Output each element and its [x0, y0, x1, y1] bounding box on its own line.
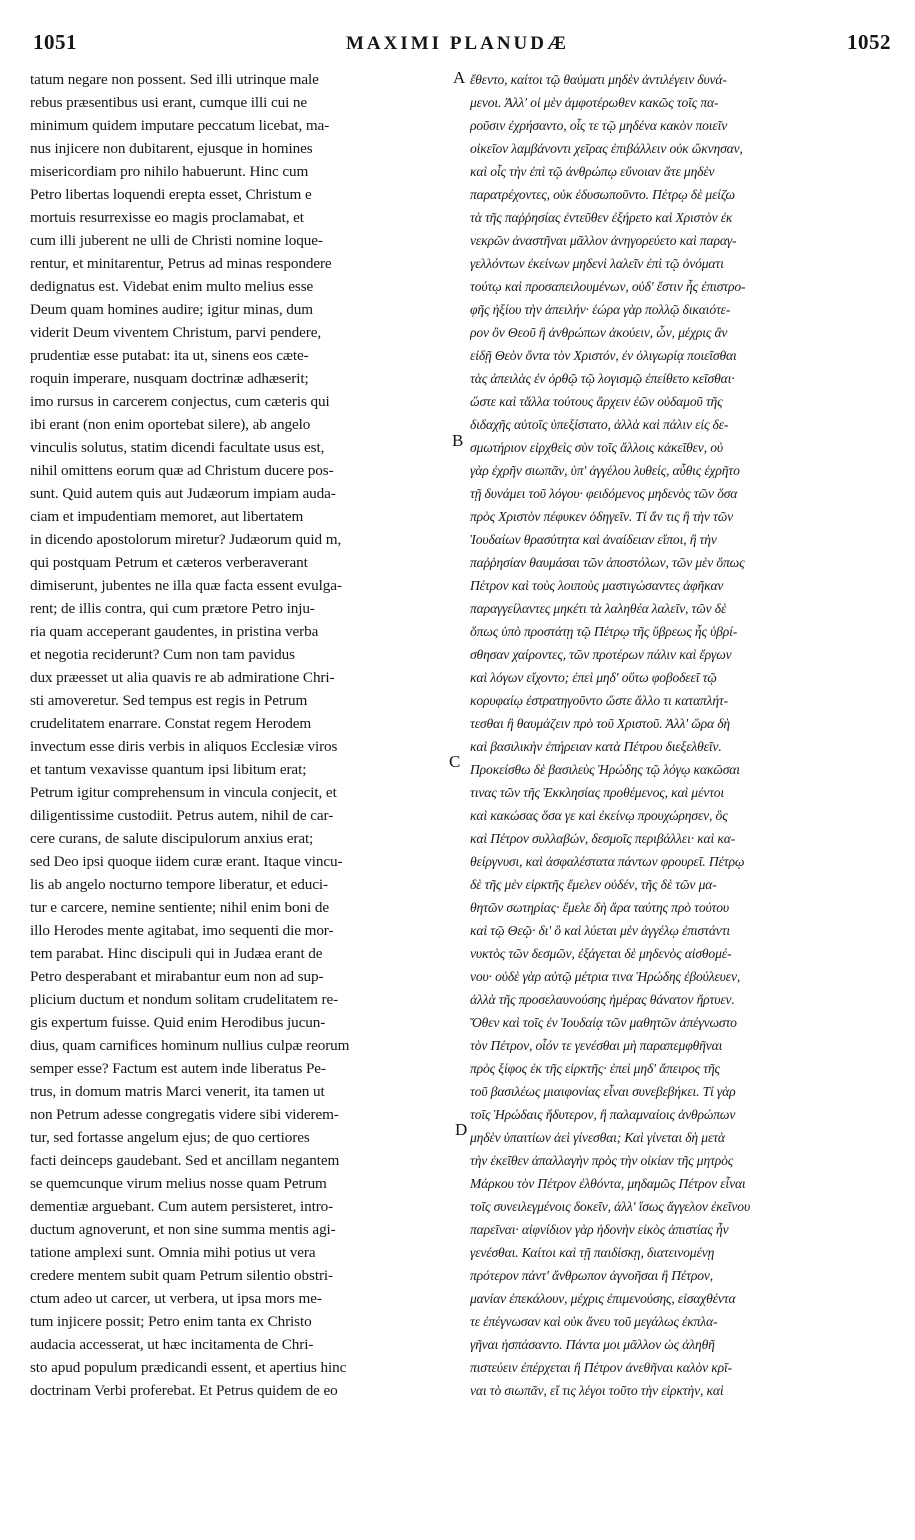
text-line: viderit Deum viventem Christum, parvi pendere, [30, 324, 322, 341]
text-line: τὴν ἐκεῖθεν ἀπαλλαγὴν πρὸς τὴν οἰκίαν τῆς μητρὸς [470, 1153, 734, 1168]
text-line: καὶ λόγων εἴχοντο; ἐπεὶ μηδ' οὕτω φοβοδεεῖ τῷ [470, 670, 717, 685]
text-line: rebus præsentibus usi erant, cumque illi cui ne [30, 94, 308, 111]
text-line: imo rursus in carcerem conjectus, cum cæteris qui [30, 393, 330, 410]
text-line: diligentissime custodiit. Petrus autem, nihil de car- [30, 807, 334, 824]
text-line: tatione amplexi sunt. Omnia mihi potius ut vera [30, 1244, 316, 1261]
text-line: Petro desperabant et mirabantur eum non ad sup- [30, 968, 324, 985]
text-line: dedignatus est. Videbat enim multo melius esse [30, 278, 314, 295]
text-line: cere curans, de salute discipulorum anxius erat; [30, 830, 314, 847]
latin-text-column [30, 68, 450, 1402]
text-line: dementiæ arguebant. Cum autem persisteret, intro- [30, 1198, 334, 1215]
text-line: πρὸς Χριστὸν πέφυκεν ὁδηγεῖν. Τί ἄν τις ἢ τὴν τῶν [470, 509, 734, 524]
text-line: qui postquam Petrum et cæteros verberaverant [30, 554, 308, 571]
text-line: prudentiæ esse putabat: ita ut, sinens eos cæte- [30, 347, 309, 364]
text-line: παραγγείλαντες μηκέτι τὰ λαληθέα λαλεῖν, τῶν δὲ [470, 601, 727, 616]
text-line: et tantum vexavisse quantum ipsi libitum erat; [30, 761, 307, 778]
text-line: credere mentem subit quam Petrum silentio obstri- [30, 1267, 333, 1284]
text-line: διδαχῆς αὐτοῖς ὑπεξίστατο, ἀλλὰ καὶ πάλιν εἰς δε- [470, 417, 729, 432]
margin-marker-b: B [452, 431, 464, 450]
text-line: tur, sed fortasse angelum ejus; de quo certiores [30, 1129, 310, 1146]
text-line: ria quam acceperant gaudentes, in pristina verba [30, 623, 319, 640]
text-line: τούτῳ καὶ προσαπειλουμένων, οὐδ' ἔστιν ἧς ἐπιστρο- [470, 279, 746, 294]
text-line: τοῖς συνειλεγμένοις δοκεῖν, ἀλλ' ἴσως ἄγγελον ἐκεῖνου [470, 1199, 751, 1214]
text-line: γῆναι ἠσπάσαντο. Πάντα μοι μᾶλλον ὡς ἀληθῆ [470, 1337, 715, 1352]
text-line: plicium ductum et nondum solitam crudelitatem re- [30, 991, 339, 1008]
text-line: dius, quam carnifices hominum nullius culpæ reorum [30, 1037, 350, 1054]
text-line: ὅπως ὑπὸ προστάτῃ τῷ Πέτρῳ τῆς ὕβρεως ἧς ὑβρί- [470, 624, 738, 639]
page-number-left: 1051 [33, 30, 77, 54]
text-line: φῆς ἠξίου τὴν ἀπειλήν· ἑώρα γὰρ πολλῷ δικαιότε- [470, 302, 731, 317]
text-line: ναι τὸ σιωπᾶν, εἴ τις λέγοι τοῦτο τὴν εἱρκτὴν, καὶ [470, 1383, 724, 1398]
text-line: ctum adeo ut carcer, ut verbera, ut ipsa mors me- [30, 1290, 322, 1307]
text-line: μανίαν ἐπεκάλουν, μέχρις ἐπιμενούσης, εἰσαχθέντα [470, 1291, 736, 1306]
text-line: μενοι. Ἀλλ' οἱ μὲν ἀμφοτέρωθεν κακῶς τοῖς πα- [470, 95, 719, 110]
text-line: θείργνυσι, καὶ ἀσφαλέστατα πάντων φρουρεῖ. Πέτρῳ [470, 854, 745, 869]
text-line: rent; de illis contra, qui cum prætore Petro inju- [30, 600, 315, 617]
text-line: Petrum igitur comprehensum in vincula conjecit, et [30, 784, 337, 801]
text-line: καὶ κακώσας ὅσα γε καὶ ἐκείνῳ προυχώρησεν, ὃς [470, 808, 728, 823]
text-line: doctrinam Verbi proferebat. Et Petrus quidem de eo [30, 1382, 338, 1399]
text-line: sti amoveretur. Sed tempus est regis in Petrum [30, 692, 308, 709]
text-line: nihil omittens eorum quæ ad Christum ducere pos- [30, 462, 334, 479]
text-line: ἔθεντο, καίτοι τῷ θαύματι μηδὲν ἀντιλέγειν δυνά- [470, 72, 727, 87]
text-line: invectum esse diris verbis in aliquos Ecclesiæ viros [30, 738, 338, 755]
text-line: πιστεύειν ἐπέρχεται ἢ Πέτρον ἀνεθῆναι καλὸν κρῖ- [470, 1360, 733, 1375]
text-line: πρότερον πάντ' ἄνθρωπον ἀγνοῆσαι ἢ Πέτρον, [470, 1268, 713, 1283]
text-line: παῤῥησίαν θαυμάσαι τῶν ἀποστόλων, τῶν μὲν ὅπως [470, 555, 745, 570]
text-line: τεσθαι ἢ θαυμάζειν πρὸ τοῦ Χριστοῦ. Ἀλλ' ὥρα δὴ [470, 716, 731, 731]
text-line: δὲ τῆς μὲν εἱρκτῆς ἔμελεν οὐδέν, τῆς δὲ τῶν μα- [470, 877, 717, 892]
text-line: semper esse? Factum est autem inde liberatus Pe- [30, 1060, 326, 1077]
text-line: illo Herodes mente agitabat, imo sequenti die mor- [30, 922, 334, 939]
text-line: Μάρκου τὸν Πέτρον ἐλθόντα, μηδαμῶς Πέτρον εἶναι [470, 1176, 746, 1191]
text-line: Ἰουδαίων θρασύτητα καὶ ἀναίδειαν εἴποι, ἢ τὴν [470, 532, 717, 547]
text-line: τὰ τῆς παῤῥησίας ἐντεῦθεν ἐξήρετο καὶ Χριστὸν ἐκ [470, 210, 733, 225]
text-line: sto apud populum prædicandi essent, et apertius hinc [30, 1359, 347, 1376]
text-line: tum injicere possit; Petro enim tanta ex Christo [30, 1313, 312, 1330]
text-line: τοῦ βασιλέως μιαιφονίας εἶναι συνεβεβήκει. Τί γὰρ [470, 1084, 736, 1099]
text-line: ciam et impudentiam memoret, aut libertatem [30, 508, 304, 525]
text-line: ibi erant (non enim oportebat silere), ab angelo [30, 416, 311, 433]
text-line: lis ab angelo nocturno tempore liberatur, et educi- [30, 876, 328, 893]
text-line: dux præesset ut alia quavis re ab admiratione Chri- [30, 669, 335, 686]
text-line: ροῦσιν ἐχρήσαντο, οἷς τε τῷ μηδένα κακὸν ποιεῖν [470, 118, 728, 133]
text-line: tatum negare non possent. Sed illi utrinque male [30, 71, 319, 88]
margin-marker-a: A [453, 68, 466, 87]
text-line: non Petrum adesse congregatis videre sibi viderem- [30, 1106, 339, 1123]
running-title: MAXIMI PLANUDÆ [345, 33, 569, 54]
text-line: παρεῖναι· αἰφνίδιον γὰρ ἡδονὴν εἰκὸς ἀπιστίας ἦν [470, 1222, 729, 1237]
text-line: Deum quam homines audire; igitur minas, dum [30, 301, 313, 318]
text-line: τε ἐπέγνωσαν καὶ οὐκ ἄνευ τοῦ μεγάλως ἐκπλα- [470, 1314, 718, 1329]
margin-marker-c: C [449, 752, 461, 771]
text-line: καὶ βασιλικὴν ἐπήρειαν κατὰ Πέτρου διεξελθεῖν. [470, 739, 722, 754]
text-line: τὰς ἀπειλὰς ἐν ὀρθῷ τῷ λογισμῷ ἐπείθετο κεῖσθαι· [470, 371, 735, 386]
text-line: se quemcunque virum melius nosse quam Petrum [30, 1175, 327, 1192]
text-line: ὥστε καὶ τἄλλα τούτους ἄρχειν ἐῶν οὐδαμοῦ τῆς [470, 394, 723, 409]
text-line: crudelitatem enarrare. Constat regem Herodem [30, 715, 312, 732]
text-line: Προκείσθω δὲ βασιλεὺς Ἡρώδης τῷ λόγῳ κακῶσαι [470, 762, 740, 777]
text-line: τοῖς Ἡρώδαις ἥδυτερον, ἢ παλαμναίοις ἀνθρώπων [470, 1107, 736, 1122]
text-line: roquin imperare, nusquam doctrinæ adhæserit; [30, 370, 309, 387]
text-line: misericordiam pro nihilo habuerunt. Hinc cum [30, 163, 309, 180]
text-line: Ὅθεν καὶ τοῖς ἐν Ἰουδαίᾳ τῶν μαθητῶν ἀπέγνωστο [470, 1015, 737, 1030]
greek-text-column [470, 68, 880, 1402]
text-line: minimum quidem imputare peccatum licebat, ma- [30, 117, 330, 134]
text-line: τὸν Πέτρον, οἷόν τε γενέσθαι μὴ παραπεμφθῆναι [470, 1038, 723, 1053]
text-line: εἰδῇ Θεὸν ὄντα τὸν Χριστόν, ἐν ὀλιγωρίᾳ ποιεῖσθαι [470, 348, 737, 363]
text-line: rentur, et minitarentur, Petrus ad minas respondere [30, 255, 332, 272]
text-line: νυκτὸς τῶν δεσμῶν, ἐξάγεται δὲ μηδενὸς αἰσθομέ- [470, 946, 732, 961]
text-line: vinculis solutus, statim dicendi facultate usus est, [30, 439, 325, 456]
text-line: sunt. Quid autem quis aut Judæorum impiam auda- [30, 485, 336, 502]
text-line: dimiserunt, jubentes ne illa quæ facta essent evulga- [30, 577, 342, 594]
text-line: νεκρῶν ἀναστῆναι μᾶλλον ἀνηγορεύετο καὶ παραγ- [470, 233, 737, 248]
text-line: ἀλλὰ τῆς προσελαυνούσης ἡμέρας θάνατον ἤρτυεν. [470, 992, 735, 1007]
text-line: ρον ὂν Θεοῦ ἢ ἀνθρώπων ἀκούειν, ὧν, μέχρις ἂν [470, 325, 728, 340]
text-line: Πέτρον καὶ τοὺς λοιποὺς μαστιγώσαντες ἀφῆκαν [470, 578, 724, 593]
text-line: mortuis resurrexisse eo magis proclamabat, et [30, 209, 304, 226]
text-line: μηδὲν ὑπαιτίων ἀεὶ γίνεσθαι; Καὶ γίνεται δὴ μετὰ [470, 1130, 725, 1145]
text-line: τινας τῶν τῆς Ἐκκλησίας προθέμενος, καὶ μέντοι [470, 785, 725, 800]
text-line: Petro libertas loquendi erepta esset, Christum e [30, 186, 312, 203]
text-line: καὶ οἷς τὴν ἐπὶ τῷ ἀνθρώπῳ εὔνοιαν ἅτε μηδὲν [470, 164, 715, 179]
text-line: οἰκεῖον λαμβάνοντι χεῖρας ἐπιβάλλειν οὐκ ὤκνησαν, [470, 141, 743, 156]
page-number-right: 1052 [847, 30, 891, 54]
text-line: γενέσθαι. Καίτοι καὶ τῇ παιδίσκῃ, διατεινομένῃ [470, 1245, 715, 1260]
text-line: σθησαν χαίροντες, τῶν προτέρων πάλιν καὶ ἔργων [470, 647, 732, 662]
text-line: in dicendo apostolorum miretur? Judæorum quid m, [30, 531, 342, 548]
text-line: trus, in domum matris Marci venerit, ita tamen ut [30, 1083, 325, 1100]
text-line: νου· οὐδὲ γὰρ αὐτῷ μέτρια τινα Ἡρώδης ἐβούλευεν, [470, 969, 741, 984]
text-line: καὶ Πέτρον συλλαβών, δεσμοῖς περιβάλλει· καὶ κα- [470, 831, 736, 846]
text-line: γὰρ ἐχρῆν σιωπᾶν, ὑπ' ἀγγέλου λυθείς, αὖθις ἐχρῆτο [470, 463, 740, 478]
text-line: cum illi juberent ne ulli de Christi nomine loque- [30, 232, 323, 249]
text-line: gis expertum fuisse. Quid enim Herodibus jucun- [30, 1014, 326, 1031]
text-line: ductum agnoverunt, et non sine summa mentis agi- [30, 1221, 336, 1238]
text-line: θητῶν σωτηρίας· ἔμελε δὴ ἄρα ταύτης πρὸ τούτου [470, 900, 730, 915]
text-line: καὶ τῷ Θεῷ· δι' ὃ καὶ λύεται μὲν ἀγγέλῳ ἐπιστάντι [470, 923, 731, 938]
text-line: nus injicere non dubitarent, ejusque in homines [30, 140, 313, 157]
text-line: facti deinceps gaudebant. Sed et ancillam negantem [30, 1152, 340, 1169]
margin-marker-d: D [455, 1120, 468, 1139]
text-line: tur e carcere, nemine sentiente; nihil enim boni de [30, 899, 329, 916]
text-line: et negotia reciderunt? Cum non tam pavidus [30, 646, 295, 663]
text-line: sed Deo ipsi quoque iidem curæ erant. Itaque vincu- [30, 853, 343, 870]
text-line: γελλόντων ἐκείνων μηδενὶ λαλεῖν ἐπὶ τῷ ὀνόματι [470, 256, 724, 271]
text-line: audacia accesserat, ut hæc incitamenta de Chri- [30, 1336, 314, 1353]
text-line: παρατρέχοντες, οὐκ ἐδυσωποῦντο. Πέτρῳ δὲ μείζω [470, 187, 735, 202]
text-line: tem parabat. Hinc discipuli qui in Judæa erant de [30, 945, 323, 962]
text-line: τῇ δυνάμει τοῦ λόγου· φειδόμενος μηδενὸς τῶν ὅσα [470, 486, 738, 501]
text-line: πρὸς ξίφος ἐκ τῆς εἱρκτῆς· ἐπεὶ μηδ' ἄπειρος τῆς [470, 1061, 720, 1076]
text-line: κορυφαίῳ ἐστρατηγοῦντο ὥστε ἄλλο τι καταπλήτ- [470, 693, 729, 708]
text-line: σμωτήριον εἱρχθεὶς σὺν τοῖς ἄλλοις κἀκεῖθεν, οὐ [470, 440, 723, 455]
